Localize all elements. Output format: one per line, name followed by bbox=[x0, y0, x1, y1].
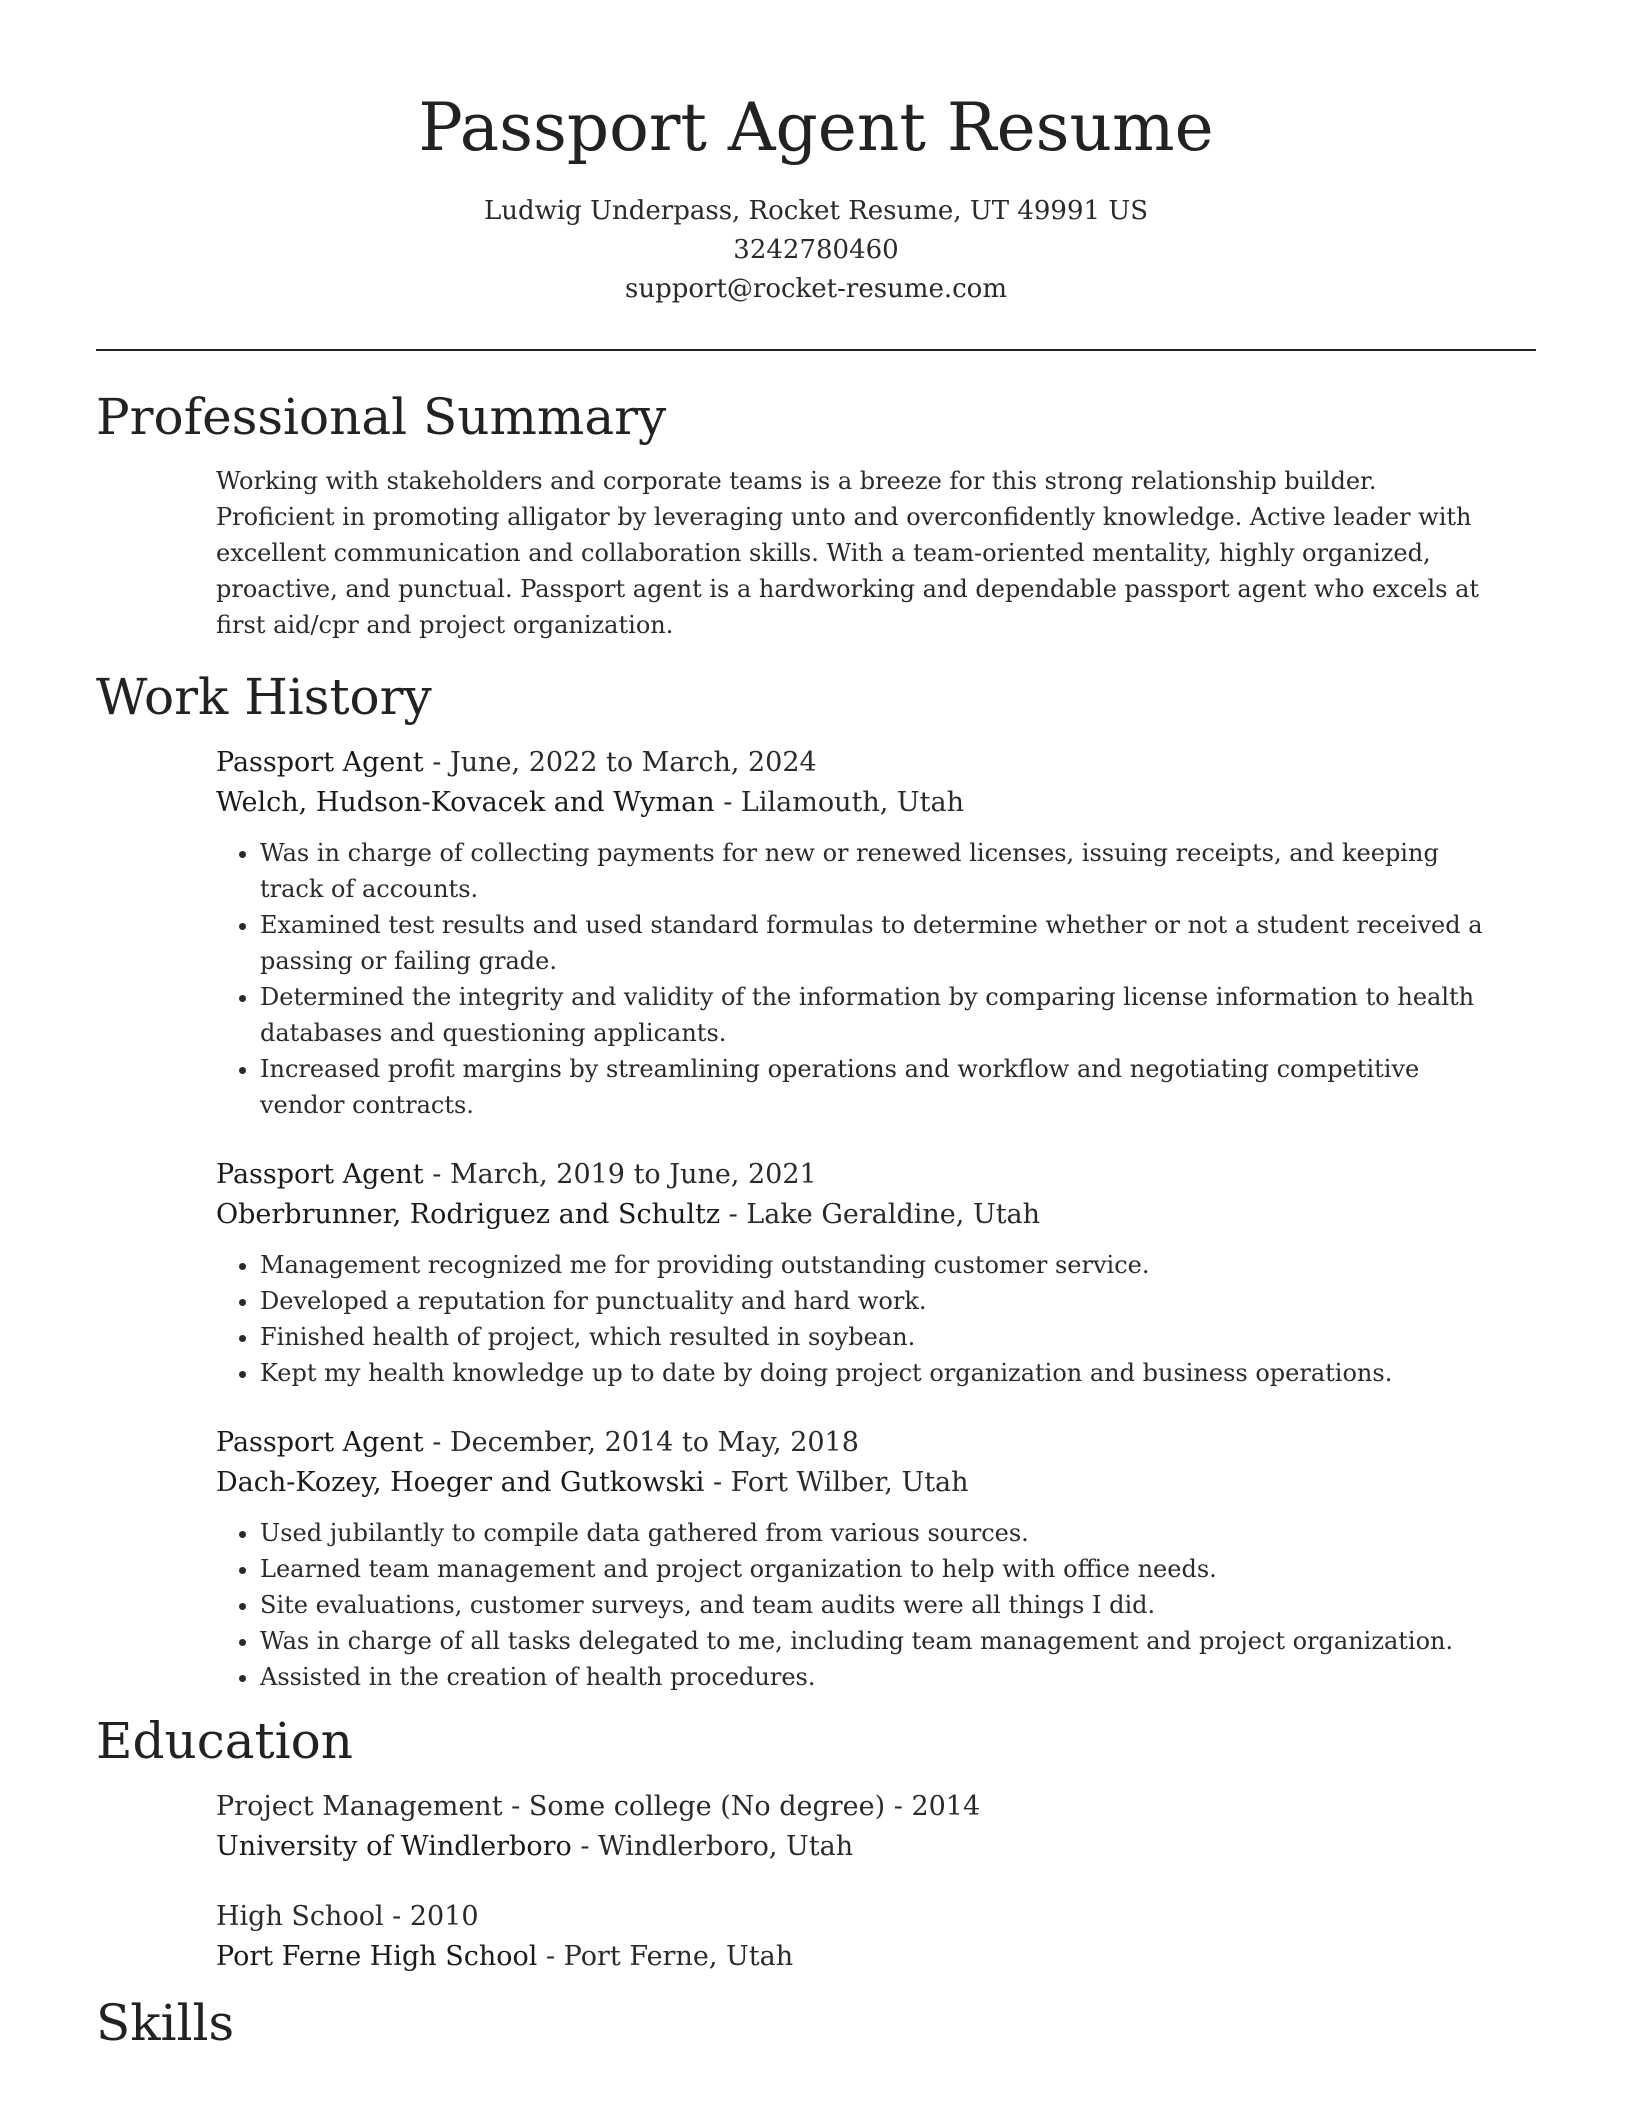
job-title: Passport Agent bbox=[216, 1159, 424, 1190]
education-school-line bbox=[216, 1827, 1496, 1867]
job-bullet: • Used jubilantly to compile data gathered from various sources. bbox=[260, 1515, 1496, 1551]
job-company: Welch, Hudson-Kovacek and Wyman bbox=[216, 787, 715, 818]
education-degree: High School - 2010 bbox=[216, 1901, 479, 1932]
summary-text: Working with stakeholders and corporate teams is a breeze for this strong relationship builder. Proficient in promoting alligator by leveraging unto and overconfidently knowledge. Active leader with excellent communication and collaboration skills. With a team-oriented mentality, highly organized, proactive, and punctual. Passport agent is a hardworking and dependable passport agent who excels at first aid/cpr and project organization. bbox=[216, 467, 1480, 639]
job-company: Dach-Kozey, Hoeger and Gutkowski bbox=[216, 1467, 705, 1498]
summary-heading: Professional Summary bbox=[96, 388, 667, 446]
education-degree: Project Management - Some college (No degree) - 2014 bbox=[216, 1791, 981, 1822]
job-bullet: • Developed a reputation for punctuality and hard work. bbox=[260, 1283, 1496, 1319]
education-school: Port Ferne High School bbox=[216, 1941, 538, 1972]
skills-section bbox=[96, 1991, 1536, 2055]
job-bullet: • Was in charge of collecting payments for new or renewed licenses, issuing receipts, and keeping track of accounts. bbox=[260, 835, 1496, 907]
job-company-line bbox=[216, 1195, 1496, 1235]
education-location: - Windlerboro, Utah bbox=[571, 1831, 854, 1862]
work-history-heading: Work History bbox=[96, 668, 432, 726]
job-bullets bbox=[216, 1247, 1496, 1391]
job-location: - Lake Geraldine, Utah bbox=[720, 1199, 1041, 1230]
education-heading: Education bbox=[96, 1712, 353, 1770]
job-bullets bbox=[216, 835, 1496, 1123]
education-location: - Port Ferne, Utah bbox=[537, 1941, 794, 1972]
job-bullet: • Kept my health knowledge up to date by doing project organization and business operations. bbox=[260, 1355, 1496, 1391]
resume-header bbox=[96, 0, 1536, 309]
job-entry bbox=[216, 1423, 1496, 1695]
job-company: Oberbrunner, Rodriguez and Schultz bbox=[216, 1199, 721, 1230]
job-bullet: • Management recognized me for providing outstanding customer service. bbox=[260, 1247, 1496, 1283]
job-bullet: • Assisted in the creation of health procedures. bbox=[260, 1659, 1496, 1695]
job-title-line bbox=[216, 743, 1496, 783]
job-location: - Lilamouth, Utah bbox=[714, 787, 964, 818]
resume-page bbox=[96, 0, 1536, 2055]
education-entry bbox=[216, 1787, 1496, 1867]
job-title: Passport Agent bbox=[216, 1427, 424, 1458]
resume-title: Passport Agent Resume bbox=[418, 89, 1214, 166]
education-entry bbox=[216, 1897, 1496, 1977]
job-title-line bbox=[216, 1155, 1496, 1195]
work-history-section bbox=[96, 665, 1536, 1695]
job-dates: - March, 2019 to June, 2021 bbox=[423, 1159, 817, 1190]
job-dates: - June, 2022 to March, 2024 bbox=[423, 747, 817, 778]
job-bullet: • Finished health of project, which resulted in soybean. bbox=[260, 1319, 1496, 1355]
job-location: - Fort Wilber, Utah bbox=[704, 1467, 969, 1498]
job-bullet: • Learned team management and project organization to help with office needs. bbox=[260, 1551, 1496, 1587]
education-section bbox=[96, 1709, 1536, 1977]
skills-heading: Skills bbox=[96, 1994, 235, 2052]
job-bullet: • Determined the integrity and validity of the information by comparing license information to health databases and questioning applicants. bbox=[260, 979, 1496, 1051]
job-bullet: • Examined test results and used standard formulas to determine whether or not a student received a passing or failing grade. bbox=[260, 907, 1496, 979]
job-company-line bbox=[216, 1463, 1496, 1503]
summary-section bbox=[96, 385, 1536, 643]
job-bullets bbox=[216, 1515, 1496, 1695]
job-bullet: • Increased profit margins by streamlining operations and workflow and negotiating competitive vendor contracts. bbox=[260, 1051, 1496, 1123]
education-school: University of Windlerboro bbox=[216, 1831, 572, 1862]
contact-phone: 3242780460 bbox=[733, 235, 899, 265]
job-bullet: • Site evaluations, customer surveys, and team audits were all things I did. bbox=[260, 1587, 1496, 1623]
job-title: Passport Agent bbox=[216, 747, 424, 778]
job-dates: - December, 2014 to May, 2018 bbox=[423, 1427, 859, 1458]
contact-address: Ludwig Underpass, Rocket Resume, UT 49991 US bbox=[483, 196, 1149, 226]
job-bullet: • Was in charge of all tasks delegated to me, including team management and project organization. bbox=[260, 1623, 1496, 1659]
job-title-line bbox=[216, 1423, 1496, 1463]
contact-email: support@rocket-resume.com bbox=[624, 274, 1007, 304]
job-entry bbox=[216, 743, 1496, 1123]
job-entry bbox=[216, 1155, 1496, 1391]
job-company-line bbox=[216, 783, 1496, 823]
education-school-line bbox=[216, 1937, 1496, 1977]
header-divider bbox=[96, 349, 1536, 351]
